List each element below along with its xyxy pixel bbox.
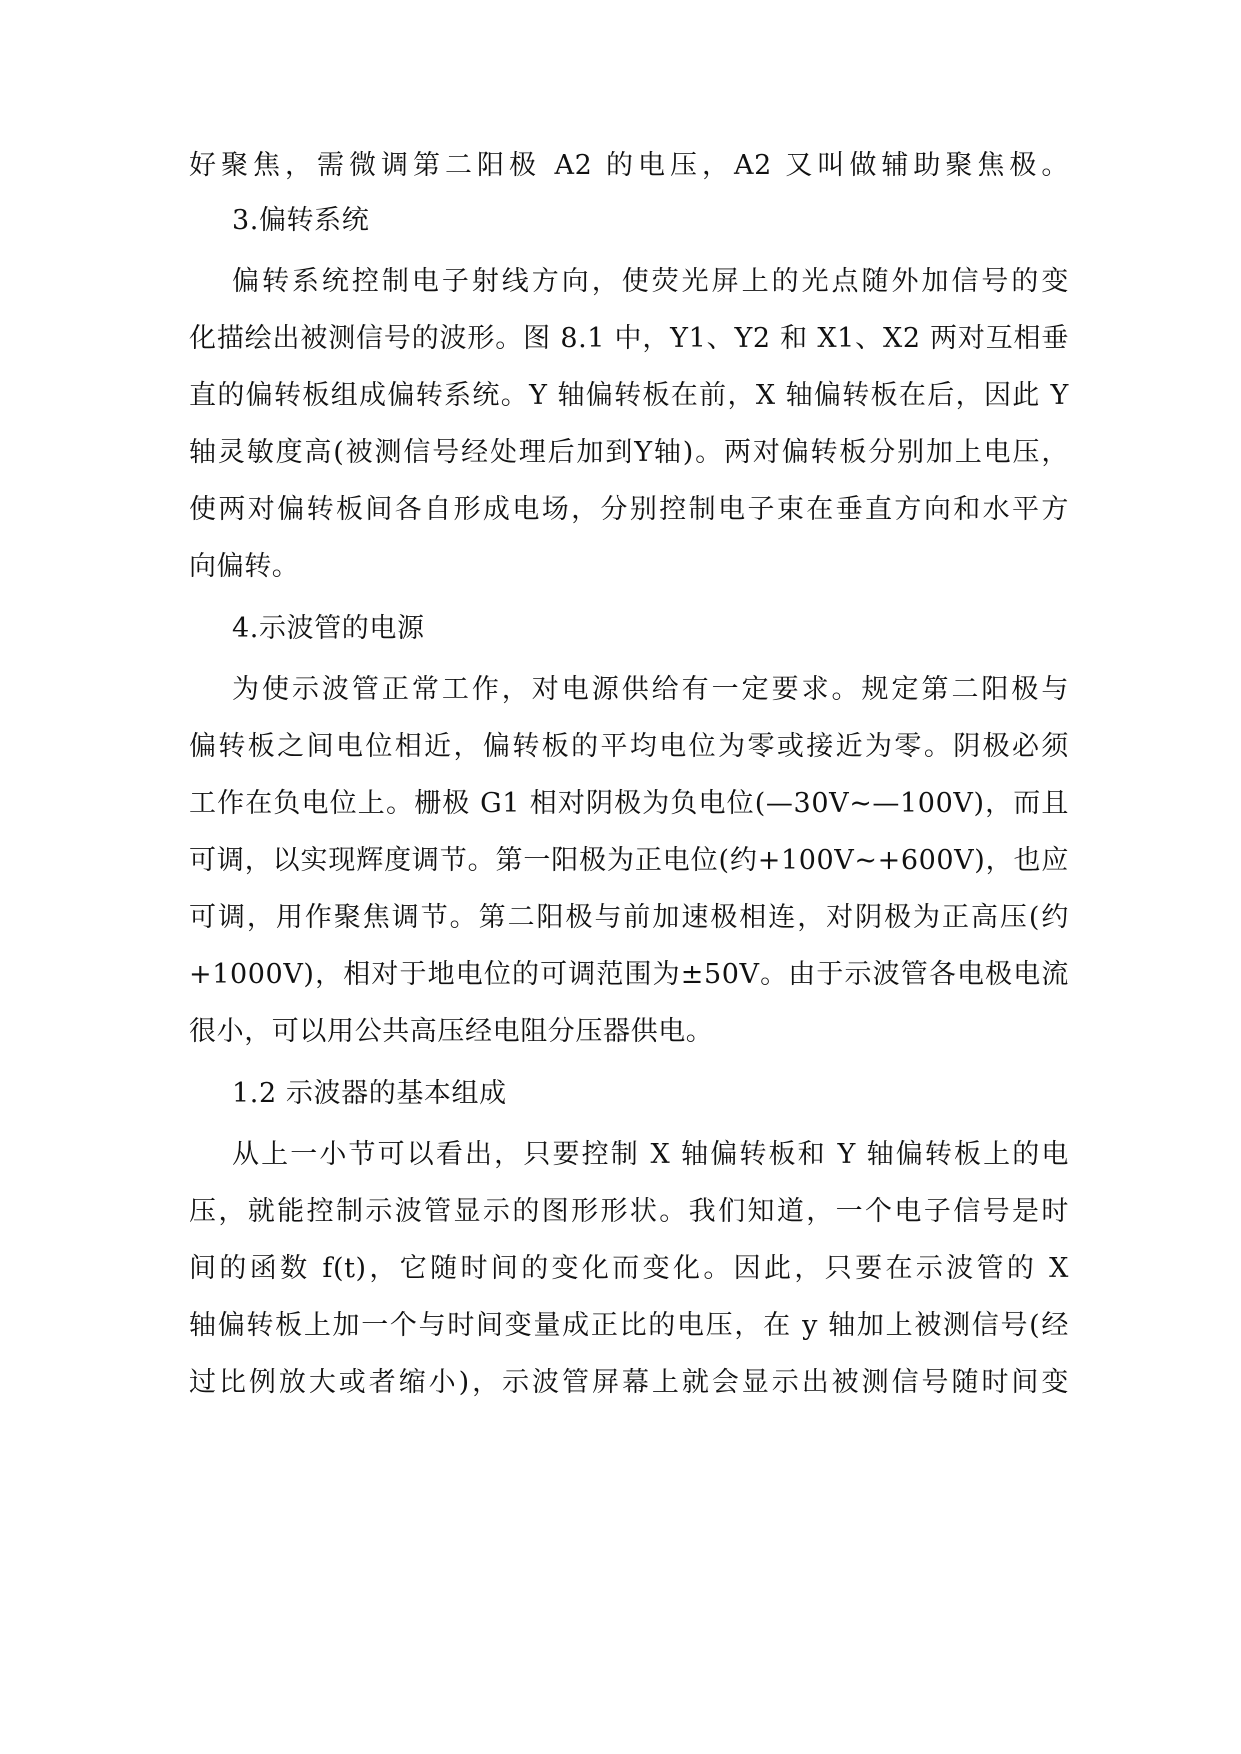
text-line: 轴偏转板上加一个与时间变量成正比的电压，在 y 轴加上被测信号(经 (189, 1310, 1069, 1341)
text-line: 可调，以实现辉度调节。第一阳极为正电位(约+100V~+600V)，也应 (189, 845, 1069, 876)
text-line: 好聚焦，需微调第二阳极 A2 的电压，A2 又叫做辅助聚焦极。 (189, 150, 1069, 181)
text-line: 从上一小节可以看出，只要控制 X 轴偏转板和 Y 轴偏转板上的电 (232, 1139, 1069, 1170)
text-line: 偏转系统控制电子射线方向，使荧光屏上的光点随外加信号的变 (232, 266, 1069, 297)
text-line: 很小，可以用公共高压经电阻分压器供电。 (189, 1016, 714, 1047)
text-line: +1000V)，相对于地电位的可调范围为±50V。由于示波管各电极电流 (189, 959, 1069, 990)
text-line: 偏转板之间电位相近，偏转板的平均电位为零或接近为零。阴极必须 (189, 731, 1069, 762)
section-heading: 3.偏转系统 (232, 205, 370, 236)
text-line: 可调，用作聚焦调节。第二阳极与前加速极相连，对阴极为正高压(约 (189, 902, 1069, 933)
text-line: 直的偏转板组成偏转系统。Y 轴偏转板在前，X 轴偏转板在后，因此 Y (189, 380, 1069, 411)
text-line: 为使示波管正常工作，对电源供给有一定要求。规定第二阳极与 (232, 674, 1069, 705)
text-line: 压，就能控制示波管显示的图形形状。我们知道，一个电子信号是时 (189, 1196, 1069, 1227)
section-heading: 4.示波管的电源 (232, 613, 425, 644)
text-line: 过比例放大或者缩小)，示波管屏幕上就会显示出被测信号随时间变 (189, 1367, 1069, 1398)
text-line: 向偏转。 (189, 551, 300, 582)
text-line: 轴灵敏度高(被测信号经处理后加到Y轴)。两对偏转板分别加上电压， (189, 437, 1069, 468)
text-line: 间的函数 f(t)，它随时间的变化而变化。因此，只要在示波管的 X (189, 1253, 1069, 1284)
text-line: 工作在负电位上。栅极 G1 相对阴极为负电位(—30V~—100V)，而且 (189, 788, 1069, 819)
text-line: 使两对偏转板间各自形成电场，分别控制电子束在垂直方向和水平方 (189, 494, 1069, 525)
text-line: 化描绘出被测信号的波形。图 8.1 中，Y1、Y2 和 X1、X2 两对互相垂 (189, 323, 1069, 354)
section-heading: 1.2 示波器的基本组成 (232, 1078, 507, 1109)
